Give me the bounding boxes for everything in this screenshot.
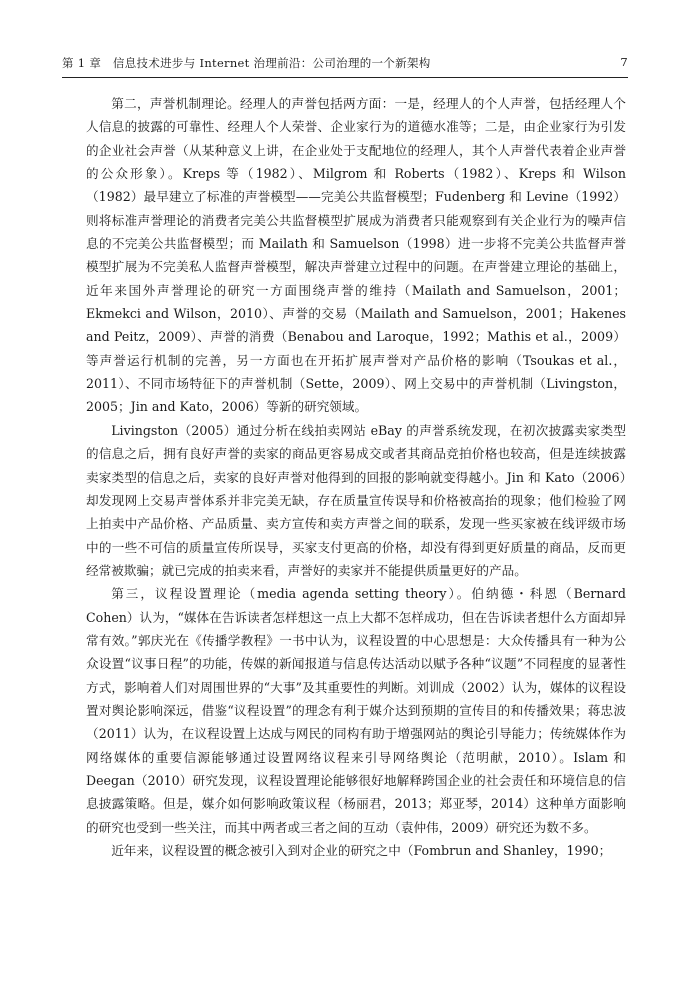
paragraph-reputation-mechanism: 第二，声誉机制理论。经理人的声誉包括两方面：一是，经理人的个人声誉，包括经理人个人信息的披露的可靠性、经理人个人荣誉、企业家行为的道德水准等；二是，由企业家行为引发的企业社会声誉（从某种意义上讲，在企业处于支配地位的经理人，其个人声誉代表着企业声誉的公众形象）。Kreps 等（1982）、Milgrom 和 Roberts（1982）、Kreps 和 Wilson（1982）最早建立了标准的声誉模型——完美公共监督模型；Fudenberg 和 Levine（1992）则将标准声誉理论的消费者完美公共监督模型扩展成为消费者只能观察到有关企业行为的噪声信息的不完美公共监督模型；而 Mailath 和 Samuelson（1998）进一步将不完美公共监督声誉模型扩展为不完美私人监督声誉模型，解决声誉建立过程中的问题。在声誉建立理论的基础上，近年来国外声誉理论的研究一方面围绕声誉的维持（Mailath and Samuelson，2001；Ekmekci and Wilson，2010）、声誉的交易（Mailath and Samuelson，2001；Hakenes and Peitz，2009）、声誉的消费（Benabou and Laroque，1992；Mathis et al.，2009）等声誉运行机制的完善，另一方面也在开拓扩展声誉对产品价格的影响（Tsoukas et al.，2011）、不同市场特征下的声誉机制（Sette，2009）、网上交易中的声誉机制（Livingston，2005；Jin and Kato，2006）等新的研究领域。 bbox=[86, 96, 626, 415]
paragraph-recent-years: 近年来，议程设置的概念被引入到对企业的研究之中（Fombrun and Shanley，1990； bbox=[111, 843, 612, 858]
paragraph-agenda-setting: 第三，议程设置理论（media agenda setting theory）。伯纳德・科恩（Bernard Cohen）认为，“媒体在告诉读者怎样想这一点上大都不怎样成功，但在告诉读者想什么方面却异常有效。”郭庆光在《传播学教程》一书中认为，议程设置的中心思想是：大众传播具有一种为公众设置“议事日程”的功能，传媒的新闻报道与信息传达活动以赋予各种“议题”不同程度的显著性方式，影响着人们对周围世界的“大事”及其重要性的判断。刘训成（2002）认为，媒体的议程设置对舆论影响深远，借鉴“议程设置”的理念有利于媒介达到预期的宣传目的和传播效果；蒋忠波（2011）认为，在议程设置上达成与网民的同构有助于增强网站的舆论引导能力；传统媒体作为网络媒体的重要信源能够通过设置网络议程来引导网络舆论（范明献，2010）。Islam 和 Deegan（2010）研究发现，议程设置理论能够很好地解释跨国企业的社会责任和环境信息的信息披露策略。但是，媒介如何影响政策议程（杨丽君，2013；郑亚琴，2014）这种单方面影响的研究也受到一些关注，而其中两者或三者之间的互动（袁仲伟，2009）研究还为数不多。 bbox=[86, 586, 626, 835]
body-text bbox=[86, 92, 626, 862]
header-rule bbox=[62, 77, 628, 78]
page-number: 7 bbox=[620, 55, 628, 69]
running-header bbox=[62, 55, 628, 75]
running-title: 第 1 章 信息技术进步与 Internet 治理前沿：公司治理的一个新架构 bbox=[62, 56, 431, 70]
paragraph-livingston-study: Livingston（2005）通过分析在线拍卖网站 eBay 的声誉系统发现，在初次披露卖家类型的信息之后，拥有良好声誉的卖家的商品更容易成交或者其商品竞拍价格也较高，但是连续披露卖家类型的信息之后，卖家的良好声誉对他得到的回报的影响就变得越小。Jin 和 Kato（2006）却发现网上交易声誉体系并非完美无缺，存在质量宣传误导和价格被高抬的现象；他们检验了网上拍卖中产品价格、产品质量、卖方宣传和卖方声誉之间的联系，发现一些买家被在线评级市场中的一些不可信的质量宣传所误导，买家支付更高的价格，却没有得到更好质量的商品，反而更经常被欺骗；就已完成的拍卖来看，声誉好的卖家并不能提供质量更好的产品。 bbox=[86, 422, 626, 578]
